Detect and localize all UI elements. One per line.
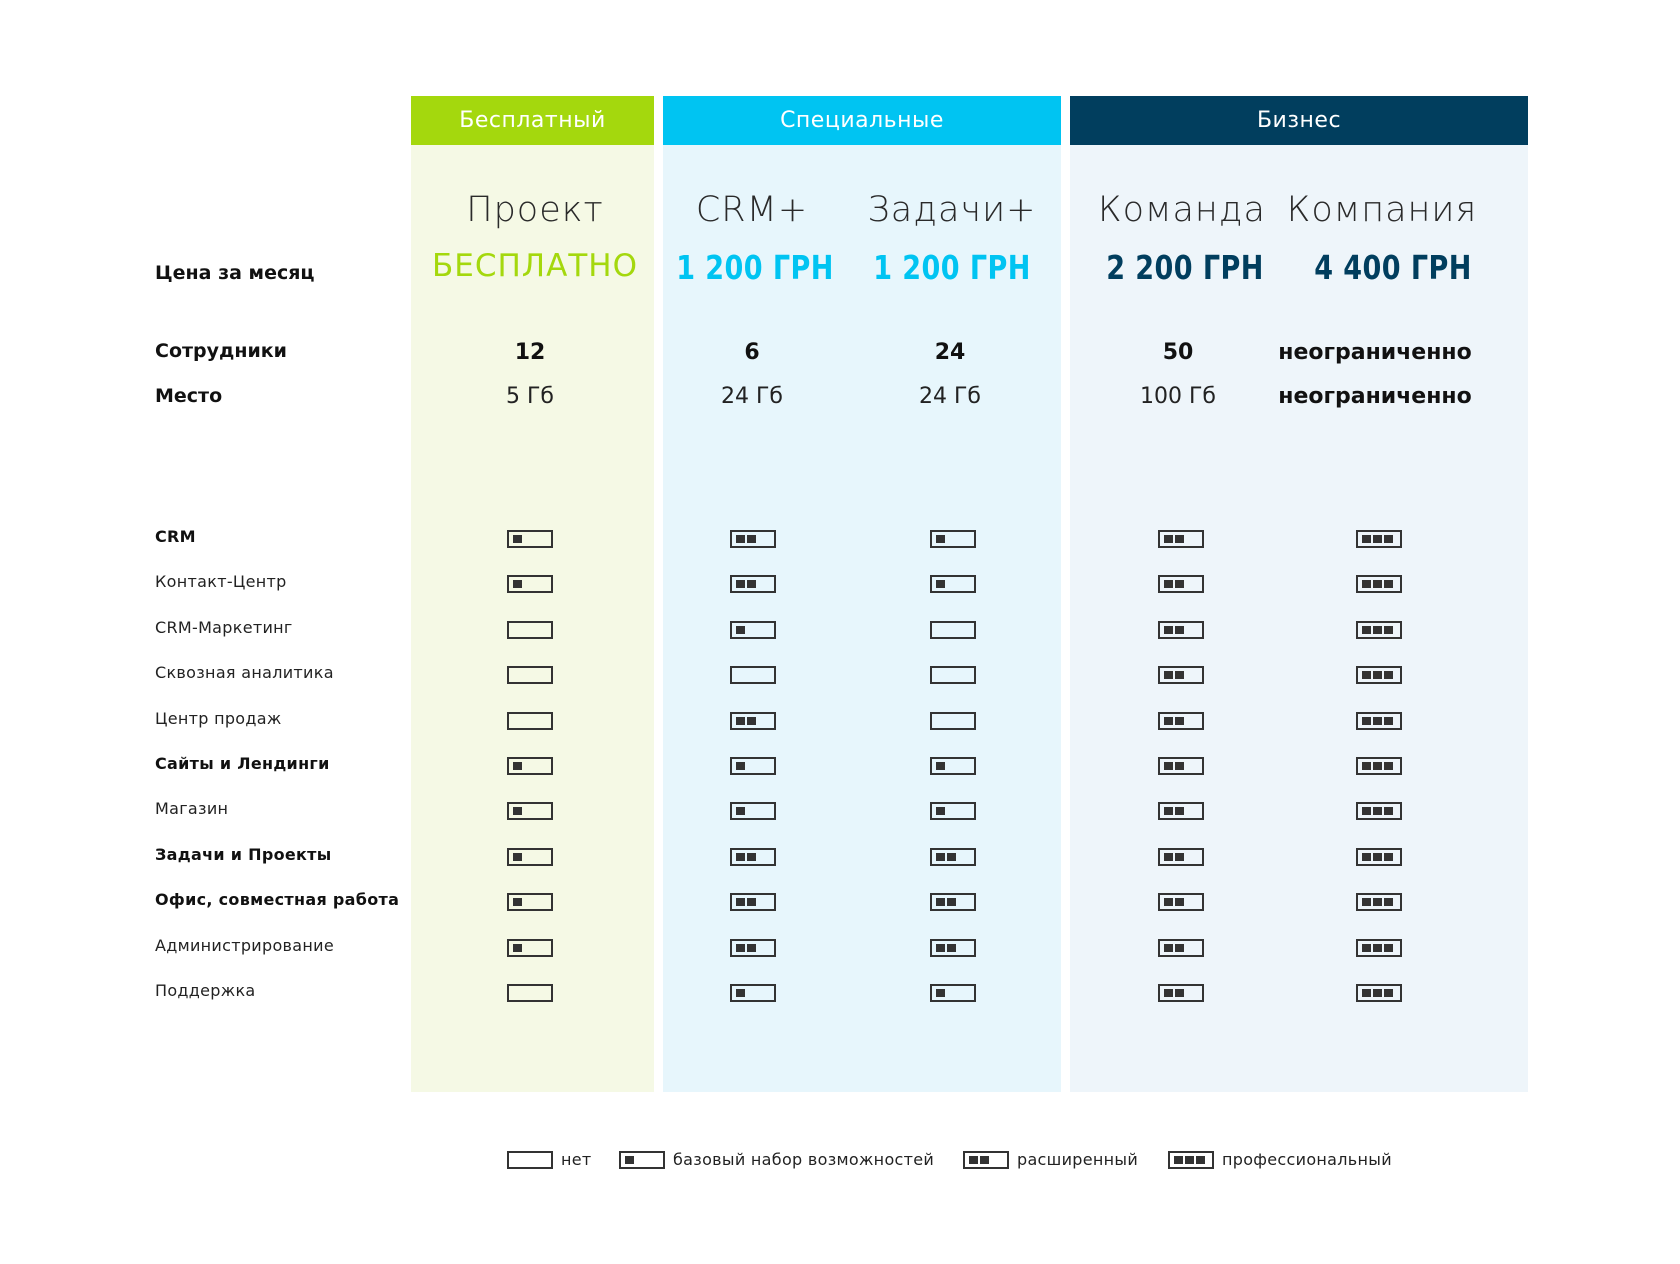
meter-segment xyxy=(1164,717,1173,725)
meter-segment xyxy=(936,580,945,588)
meter-segment xyxy=(936,762,945,770)
employees-project: 12 xyxy=(514,340,546,365)
meter-segment xyxy=(1164,944,1173,952)
meter-segment xyxy=(736,898,745,906)
group-header-business xyxy=(1070,96,1528,145)
group-header-label: Бизнес xyxy=(1256,108,1342,133)
meter-segment xyxy=(736,762,745,770)
meter-segment xyxy=(513,898,522,906)
meter-segment xyxy=(980,1156,989,1164)
meter-segment xyxy=(1384,762,1393,770)
column-bg-special xyxy=(663,96,1061,1092)
capability-meter-icon xyxy=(1356,530,1402,548)
capability-meter-icon xyxy=(507,848,553,866)
capability-meter-icon xyxy=(619,1151,665,1169)
meter-segment xyxy=(936,535,945,543)
feature-label: Магазин xyxy=(155,799,229,819)
capability-meter-icon xyxy=(1158,848,1204,866)
capability-meter-icon xyxy=(930,621,976,639)
meter-segment xyxy=(936,853,945,861)
meter-segment xyxy=(1362,762,1371,770)
capability-meter-icon xyxy=(1158,893,1204,911)
employees-crm-plus: 6 xyxy=(744,340,760,365)
capability-meter-icon xyxy=(507,802,553,820)
meter-segment xyxy=(1373,535,1382,543)
meter-segment xyxy=(936,989,945,997)
meter-segment xyxy=(936,898,945,906)
meter-segment xyxy=(1384,671,1393,679)
meter-segment xyxy=(936,807,945,815)
meter-segment xyxy=(1384,717,1393,725)
storage-tasks-plus: 24 Гб xyxy=(919,384,981,409)
feature-label: Задачи и Проекты xyxy=(155,844,332,864)
capability-meter-icon xyxy=(1356,666,1402,684)
meter-segment xyxy=(947,853,956,861)
meter-segment xyxy=(1373,626,1382,634)
meter-segment xyxy=(1164,535,1173,543)
meter-segment xyxy=(1362,989,1371,997)
feature-label: Центр продаж xyxy=(155,708,282,728)
feature-label: Поддержка xyxy=(155,981,256,1000)
meter-segment xyxy=(1362,853,1371,861)
meter-segment xyxy=(1175,853,1184,861)
meter-segment xyxy=(1362,626,1371,634)
meter-segment xyxy=(747,580,756,588)
meter-segment xyxy=(1384,580,1393,588)
meter-segment xyxy=(736,580,745,588)
capability-meter-icon xyxy=(930,848,976,866)
meter-segment xyxy=(1362,580,1371,588)
price-team: 2 200 ГРН xyxy=(1106,248,1264,287)
capability-meter-icon xyxy=(1356,893,1402,911)
group-header-free xyxy=(411,96,654,145)
meter-segment xyxy=(1373,898,1382,906)
meter-segment xyxy=(1175,807,1184,815)
meter-segment xyxy=(736,535,745,543)
meter-segment xyxy=(1384,989,1393,997)
price-company: 4 400 ГРН xyxy=(1314,248,1472,287)
capability-meter-icon xyxy=(930,984,976,1002)
legend-label: нет xyxy=(561,1150,592,1169)
legend-item xyxy=(963,1150,1138,1169)
meter-segment xyxy=(747,535,756,543)
capability-meter-icon xyxy=(1158,575,1204,593)
capability-meter-icon xyxy=(730,848,776,866)
meter-segment xyxy=(1373,807,1382,815)
feature-label: CRM xyxy=(155,527,196,546)
capability-meter-icon xyxy=(730,939,776,957)
capability-meter-icon xyxy=(507,757,553,775)
price-project: БЕСПЛАТНО xyxy=(432,248,638,284)
meter-segment xyxy=(1373,717,1382,725)
capability-meter-icon xyxy=(507,666,553,684)
capability-meter-icon xyxy=(730,575,776,593)
capability-meter-icon xyxy=(1356,984,1402,1002)
storage-team: 100 Гб xyxy=(1140,384,1216,409)
capability-meter-icon xyxy=(930,712,976,730)
meter-segment xyxy=(736,853,745,861)
meter-segment xyxy=(1175,580,1184,588)
capability-meter-icon xyxy=(1158,712,1204,730)
legend-item xyxy=(507,1150,592,1169)
capability-meter-icon xyxy=(1158,530,1204,548)
employees-company: неограниченно xyxy=(1278,340,1472,365)
capability-meter-icon xyxy=(1356,757,1402,775)
meter-segment xyxy=(513,944,522,952)
price-tasks-plus: 1 200 ГРН xyxy=(873,248,1031,287)
meter-segment xyxy=(936,944,945,952)
employees-row-label: Сотрудники xyxy=(155,340,287,362)
meter-segment xyxy=(1384,944,1393,952)
meter-segment xyxy=(736,944,745,952)
price-crm-plus: 1 200 ГРН xyxy=(676,248,834,287)
meter-segment xyxy=(625,1156,634,1164)
plan-name-team: Команда xyxy=(1098,190,1266,230)
group-header-label: Специальные xyxy=(780,108,944,133)
capability-meter-icon xyxy=(1356,848,1402,866)
meter-segment xyxy=(1175,898,1184,906)
capability-meter-icon xyxy=(963,1151,1009,1169)
meter-segment xyxy=(1196,1156,1205,1164)
capability-meter-icon xyxy=(730,621,776,639)
meter-segment xyxy=(1164,762,1173,770)
meter-segment xyxy=(736,717,745,725)
legend-item xyxy=(1168,1150,1392,1169)
meter-segment xyxy=(513,853,522,861)
meter-segment xyxy=(513,762,522,770)
meter-segment xyxy=(736,626,745,634)
meter-segment xyxy=(1164,671,1173,679)
capability-meter-icon xyxy=(507,893,553,911)
meter-segment xyxy=(969,1156,978,1164)
capability-meter-icon xyxy=(1158,984,1204,1002)
capability-meter-icon xyxy=(1356,621,1402,639)
feature-label: Контакт-Центр xyxy=(155,572,287,592)
meter-segment xyxy=(947,898,956,906)
capability-meter-icon xyxy=(1158,621,1204,639)
storage-project: 5 Гб xyxy=(506,384,554,409)
capability-meter-icon xyxy=(507,984,553,1002)
capability-meter-icon xyxy=(730,530,776,548)
capability-meter-icon xyxy=(507,530,553,548)
plan-name-project: Проект xyxy=(466,190,604,230)
meter-segment xyxy=(1373,580,1382,588)
storage-company: неограниченно xyxy=(1278,384,1472,409)
meter-segment xyxy=(1373,989,1382,997)
meter-segment xyxy=(1164,989,1173,997)
meter-segment xyxy=(513,580,522,588)
meter-segment xyxy=(1373,762,1382,770)
meter-segment xyxy=(1175,762,1184,770)
employees-team: 50 xyxy=(1162,340,1194,365)
column-bg-business xyxy=(1070,96,1528,1092)
meter-segment xyxy=(747,853,756,861)
capability-meter-icon xyxy=(1356,939,1402,957)
meter-segment xyxy=(747,944,756,952)
capability-meter-icon xyxy=(1158,757,1204,775)
meter-segment xyxy=(1362,807,1371,815)
plan-name-tasks-plus: Задачи+ xyxy=(867,190,1037,230)
capability-meter-icon xyxy=(930,575,976,593)
capability-meter-icon xyxy=(1158,802,1204,820)
meter-segment xyxy=(736,807,745,815)
capability-meter-icon xyxy=(730,712,776,730)
meter-segment xyxy=(947,944,956,952)
capability-meter-icon xyxy=(1356,712,1402,730)
meter-segment xyxy=(747,898,756,906)
meter-segment xyxy=(1362,944,1371,952)
feature-label: CRM-Маркетинг xyxy=(155,617,293,637)
meter-segment xyxy=(1384,898,1393,906)
plan-name-company: Компания xyxy=(1286,190,1478,230)
plan-name-crm-plus: CRM+ xyxy=(695,190,809,230)
meter-segment xyxy=(1164,580,1173,588)
capability-meter-icon xyxy=(1356,575,1402,593)
capability-meter-icon xyxy=(730,984,776,1002)
meter-segment xyxy=(1175,989,1184,997)
meter-segment xyxy=(1373,671,1382,679)
meter-segment xyxy=(1384,853,1393,861)
capability-meter-icon xyxy=(730,757,776,775)
meter-segment xyxy=(1175,671,1184,679)
price-row-label: Цена за месяц xyxy=(155,262,315,284)
feature-label: Сквозная аналитика xyxy=(155,663,334,683)
meter-segment xyxy=(1164,898,1173,906)
meter-segment xyxy=(747,717,756,725)
capability-meter-icon xyxy=(930,757,976,775)
capability-meter-icon xyxy=(730,666,776,684)
capability-meter-icon xyxy=(930,939,976,957)
capability-meter-icon xyxy=(507,939,553,957)
meter-segment xyxy=(1174,1156,1183,1164)
meter-segment xyxy=(1362,535,1371,543)
capability-meter-icon xyxy=(1158,666,1204,684)
capability-meter-icon xyxy=(507,575,553,593)
meter-segment xyxy=(1175,626,1184,634)
capability-meter-icon xyxy=(1356,802,1402,820)
meter-segment xyxy=(1373,944,1382,952)
feature-label: Сайты и Лендинги xyxy=(155,754,330,773)
employees-tasks-plus: 24 xyxy=(934,340,966,365)
meter-segment xyxy=(1185,1156,1194,1164)
group-header-special xyxy=(663,96,1061,145)
storage-row-label: Место xyxy=(155,385,223,407)
meter-segment xyxy=(1362,898,1371,906)
group-header-label: Бесплатный xyxy=(459,108,606,133)
capability-meter-icon xyxy=(507,712,553,730)
capability-meter-icon xyxy=(730,802,776,820)
meter-segment xyxy=(1164,807,1173,815)
capability-meter-icon xyxy=(1168,1151,1214,1169)
meter-segment xyxy=(513,807,522,815)
capability-meter-icon xyxy=(930,530,976,548)
legend-item xyxy=(619,1150,934,1169)
meter-segment xyxy=(1384,807,1393,815)
capability-meter-icon xyxy=(507,1151,553,1169)
capability-meter-icon xyxy=(930,666,976,684)
meter-segment xyxy=(1175,717,1184,725)
meter-segment xyxy=(1175,535,1184,543)
feature-label: Офис, совместная работа xyxy=(155,890,400,910)
capability-meter-icon xyxy=(507,621,553,639)
capability-meter-icon xyxy=(1158,939,1204,957)
meter-segment xyxy=(1175,944,1184,952)
feature-label: Администрирование xyxy=(155,935,334,955)
meter-segment xyxy=(1164,626,1173,634)
meter-segment xyxy=(1384,535,1393,543)
meter-segment xyxy=(1384,626,1393,634)
meter-segment xyxy=(1373,853,1382,861)
legend-label: базовый набор возможностей xyxy=(673,1150,935,1169)
meter-segment xyxy=(1362,671,1371,679)
meter-segment xyxy=(513,535,522,543)
meter-segment xyxy=(1164,853,1173,861)
meter-segment xyxy=(736,989,745,997)
legend-label: расширенный xyxy=(1017,1150,1139,1169)
legend-label: профессиональный xyxy=(1222,1150,1392,1169)
storage-crm-plus: 24 Гб xyxy=(721,384,783,409)
capability-meter-icon xyxy=(930,893,976,911)
meter-segment xyxy=(1362,717,1371,725)
capability-meter-icon xyxy=(930,802,976,820)
capability-meter-icon xyxy=(730,893,776,911)
